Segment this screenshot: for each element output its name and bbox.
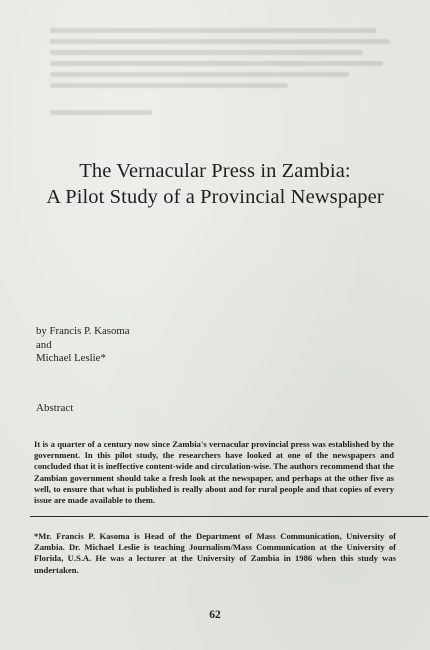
author-2: Michael Leslie*: [36, 352, 106, 364]
title-line-2: A Pilot Study of a Provincial Newspaper: [46, 186, 384, 208]
byline-conjunction: and: [36, 338, 52, 351]
footnote-divider: [30, 516, 428, 517]
title-line-1: The Vernacular Press in Zambia:: [79, 160, 351, 182]
author-1: by Francis P. Kasoma: [36, 325, 130, 337]
show-through-text: [50, 22, 390, 142]
author-footnote: *Mr. Francis P. Kasoma is Head of the Department of Mass Communication, University of Zambia. Dr. Michael Leslie is teaching Journalism/Mass Communication at the University of Florida, U.S.A. He was a lecturer at the University of Zambia in 1986 when this study was undertaken.: [34, 531, 396, 575]
article-title: [20, 158, 410, 210]
page-number: 62: [209, 609, 221, 621]
abstract-text: It is a quarter of a century now since Zambia's vernacular provincial press was established by the government. In this pilot study, the researchers have looked at one of the newspapers and concluded that it is ineffective content-wide and circulation-wise. The authors recommend that the Zambian government should take a fresh look at the newspaper, and perhaps at the other five as well, to ensure that what is published is really about and for rural people and that copies of every issue are made available to them.: [34, 439, 394, 506]
abstract-heading: Abstract: [36, 402, 74, 414]
byline: [36, 325, 130, 366]
